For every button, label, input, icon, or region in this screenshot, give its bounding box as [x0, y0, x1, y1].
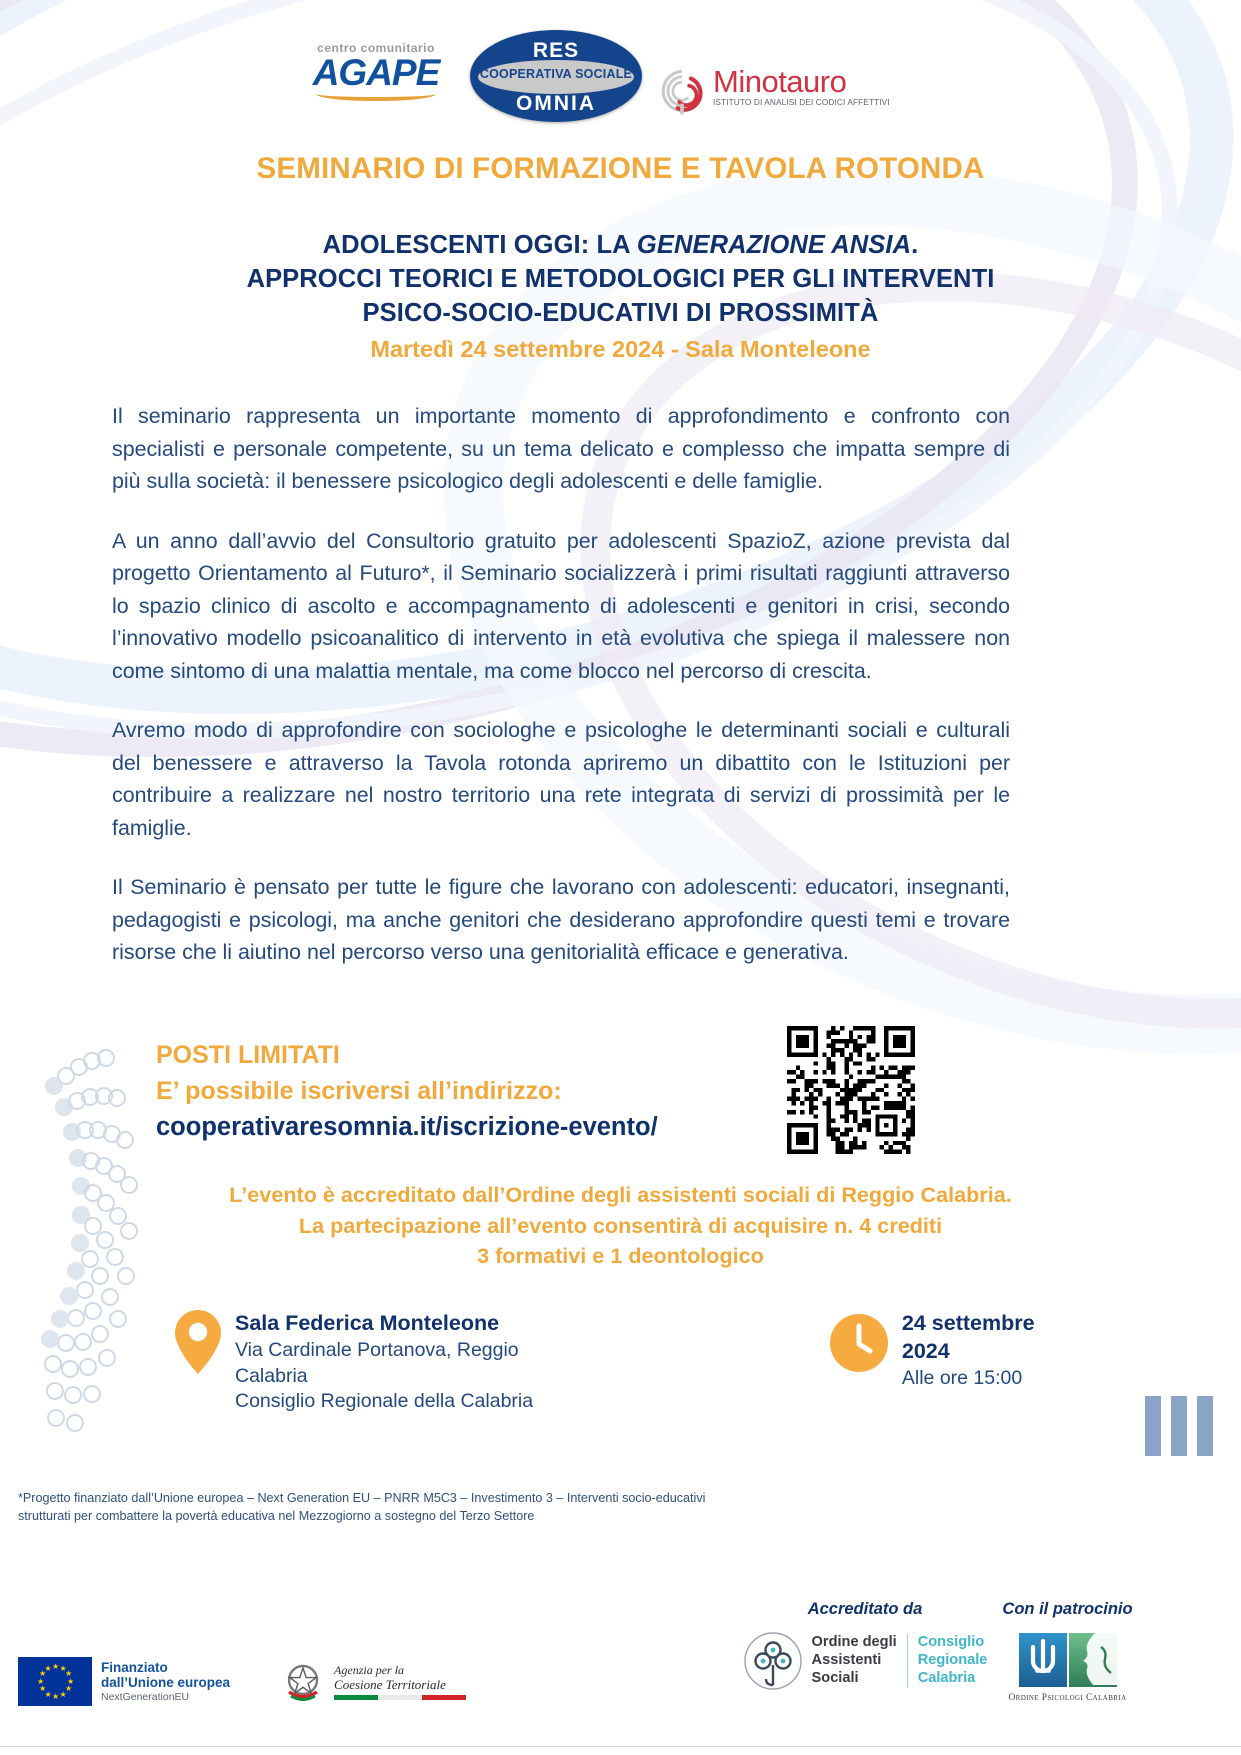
eu-line-3: NextGenerationEU [101, 1690, 190, 1703]
venue-info [175, 1310, 575, 1415]
limited-seats-text: POSTI LIMITATI [156, 1041, 340, 1069]
oas-left-text [812, 1634, 897, 1687]
agape-wordmark: AGAPE [312, 52, 440, 93]
event-date: 24 settembre 2024 [901, 1311, 1035, 1363]
body-copy [112, 400, 1010, 969]
oas-region-line-1: Consiglio [917, 1634, 985, 1651]
accreditation-line-2: La partecipazione all’evento consentirà di acquisire n. 4 crediti [298, 1212, 943, 1238]
eu-line-2: dall’Unione europea [101, 1674, 231, 1690]
location-pin-icon [175, 1310, 221, 1374]
decorative-bars [1145, 1396, 1213, 1456]
title-line-3: PSICO-SOCIO-EDUCATIVI DI PROSSIMITÀ [362, 299, 879, 328]
oas-line-2: Assistenti [811, 1652, 882, 1669]
body-paragraph-4: Il Seminario è pensato per tutte le figure che lavorano con adolescenti: educatori, insegnanti, pedagogisti e psicologi, ma anche genitori che desiderano approfondire questi temi e trovare risorse che li aiutino nel percorso verso una genitorialità efficace e generativa. [112, 875, 1010, 965]
minotauro-wordmark: Minotauro [713, 64, 847, 99]
res-omnia-middle-text: COOPERATIVA SOCIALE [479, 67, 633, 81]
venue-name: Sala Federica Monteleone [235, 1311, 500, 1335]
venue-institution: Consiglio Regionale della Calabria [235, 1390, 534, 1413]
qr-code[interactable] [787, 1026, 915, 1154]
poster-kicker: SEMINARIO DI FORMAZIONE E TAVOLA ROTONDA [256, 152, 985, 185]
signup-block [156, 1038, 756, 1146]
header-logos [0, 28, 1241, 120]
event-info-row [175, 1310, 1075, 1415]
qr-code-image[interactable] [787, 1026, 915, 1154]
body-paragraph-3: Avremo modo di approfondire con sociologhe e psicologhe le determinanti sociali e culturali del benessere e attraverso la Tavola rotonda apriremo un dibattito con le Istituzioni per contribuire a realizzare nel nostro territorio una rete integrata di servizi di prossimità per le famiglie. [112, 718, 1010, 840]
logo-minotauro [655, 66, 890, 118]
oas-divider [907, 1634, 908, 1688]
res-omnia-top-text: RES [532, 39, 580, 62]
agency-line-1: Agenzia per la [334, 1662, 405, 1677]
oas-region-line-3: Calabria [917, 1669, 976, 1686]
title-line-1-a: ADOLESCENTI OGGI: LA [322, 231, 637, 259]
italian-tricolor-icon [334, 1695, 466, 1700]
title-line-1-italic: GENERAZIONE ANSIA [636, 231, 912, 259]
agency-line-2: Coesione Territoriale [334, 1676, 446, 1692]
eu-flag-icon: ★ ★ ★ ★ ★ ★ ★ ★ ★ ★ ★ ★ [18, 1657, 92, 1706]
minotauro-subtitle: ISTITUTO DI ANALISI DEI CODICI AFFETTIVI [713, 97, 890, 107]
venue-address: Via Cardinale Portanova, Reggio Calabria [235, 1338, 519, 1387]
footer-note-line-2: strutturati per combattere la povertà educativa nel Mezzogiorno a sostegno del Terzo Settore [18, 1509, 535, 1524]
eu-funding-text [101, 1660, 230, 1704]
footer-logos [18, 1657, 466, 1706]
poster-title [0, 228, 1241, 330]
ordine-psicologi-emblem-icon [1017, 1631, 1119, 1689]
footer-funding-note [18, 1489, 718, 1526]
logo-res-omnia [470, 30, 642, 122]
minotauro-spiral-icon [655, 66, 709, 118]
assistenti-sociali-emblem-icon [743, 1631, 803, 1691]
italian-government-logo [280, 1659, 466, 1705]
footer-divider [0, 1746, 1241, 1747]
date-venue-line: Martedì 24 settembre 2024 - Sala Monteleone [370, 336, 871, 362]
accredited-by-label: Accreditato da [807, 1600, 923, 1618]
body-paragraph-2: A un anno dall’avvio del Consultorio gratuito per adolescenti SpazioZ, azione prevista dal progetto Orientamento al Futuro*, il Seminario socializzerà i primi risultati raggiunti attraverso lo spazio clinico di ascolto e accompagnamento di adolescenti e genitori in crisi, secondo l’innovativo modello psicoanalitico di intervento in età evolutiva che spiega il malessere non come sintomo di una malattia mentale, ma come blocco nel percorso di crescita. [112, 528, 1010, 683]
patronage-sublabel: Ordine Psicologi Calabria [1008, 1693, 1127, 1703]
signup-prompt-text: E’ possibile iscriversi all’indirizzo: [156, 1076, 562, 1105]
agape-tagline: centro comunitario [317, 41, 435, 55]
signup-url[interactable]: cooperativaresomnia.it/iscrizione-evento/ [156, 1113, 658, 1141]
time-info [830, 1310, 1075, 1392]
patronage-label: Con il patrocinio [1002, 1600, 1133, 1618]
accreditation-line-1: L’evento è accreditato dall’Ordine degli assistenti sociali di Reggio Calabria. [229, 1182, 1012, 1207]
event-hour: Alle ore 15:00 [901, 1366, 1023, 1389]
title-line-1 [0, 228, 1241, 262]
footer-note-line-1: *Progetto finanziato dall’Unione europea – Next Generation EU – PNRR M5C3 – Investimento 3 – Interventi socio-educativi [18, 1491, 706, 1505]
title-line-2: APPROCCI TEORICI E METODOLOGICI PER GLI INTERVENTI [246, 265, 995, 294]
oas-line-3: Sociali [811, 1669, 859, 1686]
patronage-block [945, 1600, 1190, 1703]
accreditation-line-3: 3 formativi e 1 deontologico [477, 1243, 764, 1269]
republic-emblem-icon [280, 1659, 326, 1705]
logo-agape [286, 42, 466, 101]
eu-line-1: Finanziato [101, 1659, 168, 1675]
oas-region-line-2: Regionale [917, 1652, 988, 1669]
res-omnia-bottom-text: OMNIA [516, 92, 596, 115]
clock-icon [830, 1314, 888, 1372]
body-paragraph-1: Il seminario rappresenta un importante momento di approfondimento e confronto con specialisti e personale competente, su un tema delicato e complesso che impatta sempre di più sulla società: il benessere psicologico degli adolescenti e delle famiglie. [112, 404, 1010, 494]
oas-line-1: Ordine degli [811, 1634, 897, 1651]
title-line-1-b: . [911, 231, 919, 259]
accreditation-notice [0, 1180, 1241, 1272]
